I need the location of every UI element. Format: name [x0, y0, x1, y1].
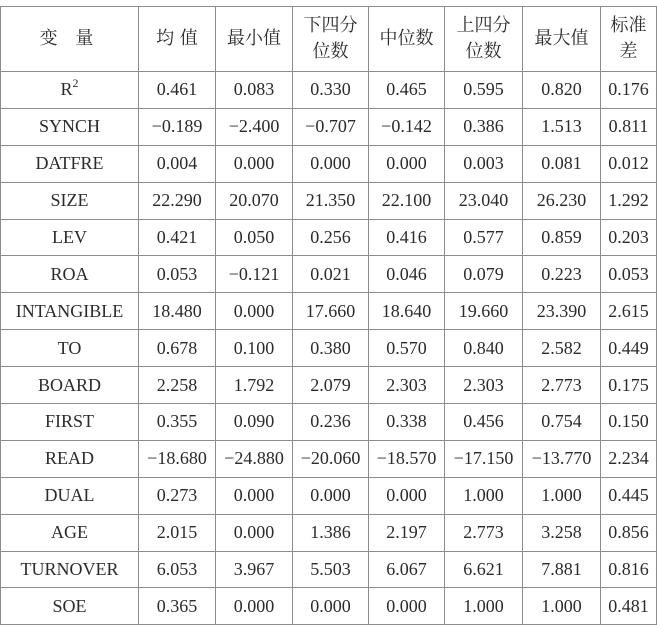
header-std: [601, 7, 657, 72]
variable-name-cell: [1, 477, 139, 514]
variable-name-cell: [1, 145, 139, 182]
value-cell: 26.230: [523, 182, 601, 219]
table-row: [1, 219, 657, 256]
value-cell: 0.577: [445, 219, 523, 256]
value-cell: 0.053: [601, 256, 657, 293]
value-cell: 0.481: [601, 588, 657, 625]
value-cell: 0.046: [369, 256, 445, 293]
variable-name: R: [60, 79, 73, 100]
header-variable: [1, 7, 139, 72]
value-cell: 0.816: [601, 551, 657, 588]
value-cell: 2.303: [369, 367, 445, 404]
variable-name: DATFRE: [35, 153, 104, 174]
value-cell: 18.480: [139, 293, 216, 330]
variable-name-cell: [1, 367, 139, 404]
value-cell: 0.083: [216, 72, 293, 109]
value-cell: 0.380: [293, 330, 369, 367]
value-cell: 0.000: [293, 588, 369, 625]
table-row: [1, 551, 657, 588]
variable-name-cell: [1, 588, 139, 625]
value-cell: 0.461: [139, 72, 216, 109]
value-cell: 0.355: [139, 404, 216, 441]
superscript: 2: [72, 76, 79, 91]
value-cell: 22.100: [369, 182, 445, 219]
variable-name-cell: [1, 182, 139, 219]
value-cell: 1.513: [523, 108, 601, 145]
value-cell: −18.570: [369, 440, 445, 477]
value-cell: 0.000: [369, 477, 445, 514]
table-row: [1, 477, 657, 514]
value-cell: 2.615: [601, 293, 657, 330]
value-cell: 0.000: [293, 145, 369, 182]
value-cell: 18.640: [369, 293, 445, 330]
value-cell: 0.338: [369, 404, 445, 441]
value-cell: 0.000: [216, 477, 293, 514]
variable-name: SIZE: [50, 190, 89, 211]
variable-name-cell: [1, 256, 139, 293]
variable-name: FIRST: [44, 411, 95, 432]
value-cell: 2.234: [601, 440, 657, 477]
value-cell: −0.142: [369, 108, 445, 145]
value-cell: 0.000: [216, 145, 293, 182]
header-label: 位数: [465, 41, 502, 62]
header-mean: [139, 7, 216, 72]
value-cell: 0.050: [216, 219, 293, 256]
value-cell: 1.000: [445, 588, 523, 625]
value-cell: 17.660: [293, 293, 369, 330]
value-cell: 0.000: [293, 477, 369, 514]
value-cell: 1.292: [601, 182, 657, 219]
value-cell: −20.060: [293, 440, 369, 477]
header-q3: [445, 7, 523, 72]
value-cell: 0.079: [445, 256, 523, 293]
variable-name: INTANGIBLE: [15, 300, 124, 321]
table-row: [1, 588, 657, 625]
table-header: [1, 7, 657, 72]
table-row: [1, 182, 657, 219]
value-cell: 0.811: [601, 108, 657, 145]
value-cell: 2.303: [445, 367, 523, 404]
variable-name-cell: [1, 219, 139, 256]
value-cell: 0.856: [601, 514, 657, 551]
header-label: 最大值: [534, 28, 589, 49]
value-cell: 2.079: [293, 367, 369, 404]
value-cell: −18.680: [139, 440, 216, 477]
header-row: [1, 7, 657, 72]
value-cell: 0.004: [139, 145, 216, 182]
value-cell: 2.258: [139, 367, 216, 404]
value-cell: 0.000: [369, 145, 445, 182]
variable-name: TO: [57, 337, 82, 358]
table-row: [1, 404, 657, 441]
value-cell: 5.503: [293, 551, 369, 588]
variable-name-cell: [1, 514, 139, 551]
value-cell: 0.820: [523, 72, 601, 109]
value-cell: 7.881: [523, 551, 601, 588]
value-cell: 0.203: [601, 219, 657, 256]
variable-name: READ: [45, 448, 94, 469]
value-cell: 0.000: [369, 588, 445, 625]
variable-name: DUAL: [44, 485, 95, 506]
header-label: 差: [619, 41, 638, 62]
header-label: 变 量: [39, 28, 100, 49]
value-cell: 0.175: [601, 367, 657, 404]
variable-name: SOE: [52, 595, 87, 616]
value-cell: 0.445: [601, 477, 657, 514]
value-cell: 0.223: [523, 256, 601, 293]
header-min: [216, 7, 293, 72]
value-cell: 0.003: [445, 145, 523, 182]
value-cell: 0.021: [293, 256, 369, 293]
value-cell: 23.040: [445, 182, 523, 219]
value-cell: 0.000: [216, 514, 293, 551]
value-cell: 0.000: [216, 588, 293, 625]
value-cell: 0.256: [293, 219, 369, 256]
table-row: [1, 440, 657, 477]
value-cell: 0.090: [216, 404, 293, 441]
value-cell: 0.273: [139, 477, 216, 514]
value-cell: 0.678: [139, 330, 216, 367]
descriptive-statistics-table: [0, 6, 657, 625]
value-cell: 21.350: [293, 182, 369, 219]
header-median: [369, 7, 445, 72]
value-cell: 0.386: [445, 108, 523, 145]
variable-name-cell: [1, 293, 139, 330]
value-cell: 0.840: [445, 330, 523, 367]
value-cell: −2.400: [216, 108, 293, 145]
variable-name: ROA: [50, 263, 89, 284]
value-cell: 0.012: [601, 145, 657, 182]
value-cell: 0.570: [369, 330, 445, 367]
value-cell: 2.197: [369, 514, 445, 551]
value-cell: 0.150: [601, 404, 657, 441]
value-cell: −24.880: [216, 440, 293, 477]
header-max: [523, 7, 601, 72]
value-cell: 23.390: [523, 293, 601, 330]
value-cell: 0.000: [216, 293, 293, 330]
table-row: [1, 293, 657, 330]
value-cell: 0.859: [523, 219, 601, 256]
value-cell: 2.773: [445, 514, 523, 551]
variable-name-cell: [1, 551, 139, 588]
value-cell: 0.100: [216, 330, 293, 367]
header-label: 中位数: [379, 28, 434, 49]
header-q1: [293, 7, 369, 72]
value-cell: 2.015: [139, 514, 216, 551]
table-row: [1, 514, 657, 551]
variable-name-cell: [1, 72, 139, 109]
header-label: 下四分: [303, 15, 358, 36]
value-cell: 0.365: [139, 588, 216, 625]
value-cell: 1.386: [293, 514, 369, 551]
variable-name: TURNOVER: [20, 559, 119, 580]
value-cell: 0.081: [523, 145, 601, 182]
value-cell: 1.792: [216, 367, 293, 404]
header-label: 上四分: [456, 15, 511, 36]
value-cell: 0.416: [369, 219, 445, 256]
variable-name-cell: [1, 440, 139, 477]
value-cell: −0.121: [216, 256, 293, 293]
value-cell: 2.582: [523, 330, 601, 367]
value-cell: 0.421: [139, 219, 216, 256]
value-cell: 0.449: [601, 330, 657, 367]
value-cell: −0.707: [293, 108, 369, 145]
value-cell: 19.660: [445, 293, 523, 330]
value-cell: −13.770: [523, 440, 601, 477]
variable-name: AGE: [51, 522, 88, 543]
variable-name-cell: [1, 108, 139, 145]
header-label: 最小值: [227, 28, 281, 49]
header-label: 标准: [610, 15, 647, 36]
table-row: [1, 367, 657, 404]
variable-name-cell: [1, 404, 139, 441]
value-cell: 6.621: [445, 551, 523, 588]
value-cell: 0.754: [523, 404, 601, 441]
value-cell: −0.189: [139, 108, 216, 145]
table-row: [1, 72, 657, 109]
table-row: [1, 145, 657, 182]
value-cell: −17.150: [445, 440, 523, 477]
value-cell: 0.456: [445, 404, 523, 441]
table-row: [1, 256, 657, 293]
variable-name: BOARD: [37, 374, 101, 395]
value-cell: 22.290: [139, 182, 216, 219]
value-cell: 6.053: [139, 551, 216, 588]
value-cell: 0.176: [601, 72, 657, 109]
value-cell: 2.773: [523, 367, 601, 404]
value-cell: 3.967: [216, 551, 293, 588]
value-cell: 1.000: [523, 477, 601, 514]
value-cell: 1.000: [523, 588, 601, 625]
table-row: [1, 330, 657, 367]
value-cell: 0.595: [445, 72, 523, 109]
variable-name: SYNCH: [38, 116, 100, 137]
variable-name: LEV: [52, 227, 87, 247]
value-cell: 20.070: [216, 182, 293, 219]
value-cell: 1.000: [445, 477, 523, 514]
value-cell: 0.465: [369, 72, 445, 109]
value-cell: 3.258: [523, 514, 601, 551]
value-cell: 0.236: [293, 404, 369, 441]
variable-name-cell: [1, 330, 139, 367]
value-cell: 0.053: [139, 256, 216, 293]
value-cell: 6.067: [369, 551, 445, 588]
table-row: [1, 108, 657, 145]
value-cell: 0.330: [293, 72, 369, 109]
table-body: [1, 72, 657, 625]
header-label: 均 值: [156, 28, 198, 49]
header-label: 位数: [312, 41, 349, 62]
